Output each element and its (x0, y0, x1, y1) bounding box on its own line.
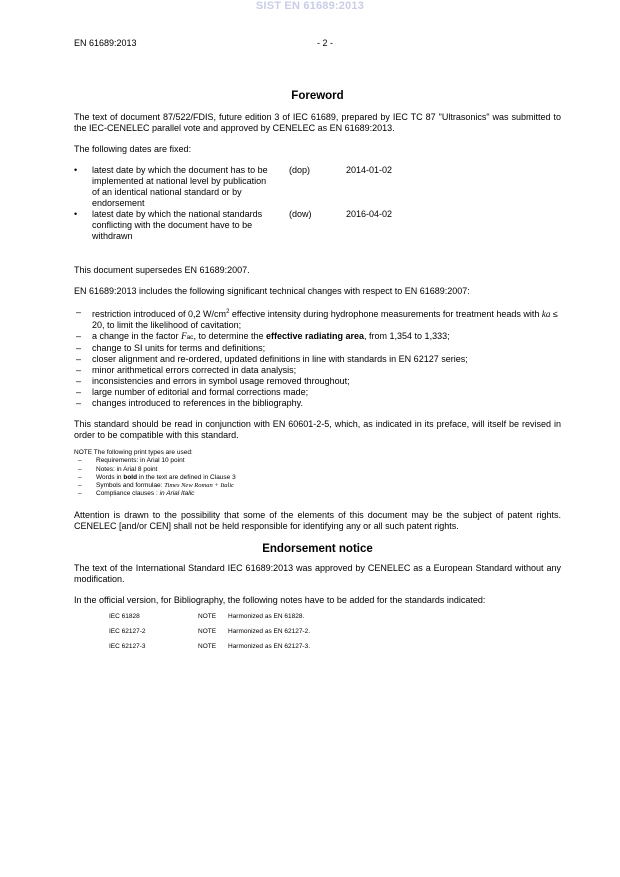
bullet-icon: • (74, 165, 78, 175)
note-intro: NOTE The following print types are used: (74, 449, 193, 456)
list-item: – closer alignment and re-ordered, updated definitions in line with standards in EN 62127 series; (76, 354, 468, 364)
date-value: 2016-04-02 (346, 209, 393, 219)
dash-icon: – (76, 365, 82, 375)
dash-icon: – (78, 473, 82, 481)
dash-icon: – (76, 398, 82, 408)
endorsement-text: The text of the International Standard IEC 61689:2013 was approved by CENELEC as a European Standard without any modification. (74, 562, 561, 584)
date-row-dow (74, 209, 561, 242)
header-doc-id: EN 61689:2013 (74, 38, 137, 48)
list-item: – change to SI units for terms and definitions; (76, 343, 266, 353)
table-row: IEC 62127-2 NOTE Harmonized as EN 62127-2. (109, 627, 311, 635)
dash-icon: – (76, 376, 82, 386)
patent-text: Attention is drawn to the possibility that some of the elements of this document may be the subject of patent rights. CENELEC [and/or CEN] shall not be held responsible for identifying any or all such patent rights. (74, 509, 561, 531)
date-code: (dop) (289, 165, 311, 175)
note-item: – Symbols and formulae: Times New Roman + Italic (78, 482, 235, 490)
dash-icon: – (78, 465, 82, 473)
dash-icon: – (76, 331, 82, 341)
bullet-icon: • (74, 209, 78, 219)
date-value: 2014-01-02 (346, 165, 393, 175)
list-item: – large number of editorial and formal corrections made; (76, 387, 309, 397)
dash-icon: – (76, 354, 82, 364)
list-item: – minor arithmetical errors corrected in data analysis; (76, 365, 297, 375)
dash-icon: – (78, 482, 82, 490)
changes-intro: EN 61689:2013 includes the following significant technical changes with respect to EN 61689:2007: (74, 286, 470, 296)
watermark: SIST EN 61689:2013 (255, 0, 365, 12)
dash-icon: – (76, 343, 82, 353)
dash-icon: – (76, 387, 82, 397)
header-page-number: - 2 - (316, 38, 333, 48)
dash-icon: – (76, 307, 82, 317)
changes-list (74, 307, 561, 409)
note-item: – Compliance clauses : in Arial Italic (78, 490, 195, 498)
date-code: (dow) (289, 209, 312, 219)
foreword-intro: The text of document 87/522/FDIS, future edition 3 of IEC 61689, prepared by IEC TC 87 "Ultrasonics" was submitted to the IEC-CENELEC parallel vote and approved by CENELEC as EN 61689:2013. (74, 112, 561, 133)
dates-intro: The following dates are fixed: (74, 144, 192, 154)
note-item: – Requirements: in Arial 10 point (78, 457, 185, 465)
table-row: IEC 61828 NOTE Harmonized as EN 61828. (109, 612, 305, 620)
list-item: – a change in the factor Fac, to determine the effective radiating area, from 1,354 to 1,333; (76, 331, 450, 341)
dash-icon: – (78, 490, 82, 498)
bibliography-refs (109, 613, 561, 658)
print-types-note (74, 449, 561, 499)
endorsement-title: Endorsement notice (262, 542, 373, 555)
table-row: IEC 62127-3 NOTE Harmonized as EN 62127-3. (109, 642, 311, 650)
list-item: – inconsistencies and errors in symbol usage removed throughout; (76, 376, 350, 386)
bibliography-intro: In the official version, for Bibliography, the following notes have to be added for the standards indicated: (74, 594, 486, 605)
date-text: latest date by which the national standards conflicting with the document have to be withdrawn (92, 209, 263, 241)
dash-icon: – (78, 457, 82, 465)
list-item: – restriction introduced of 0,2 $W/cm^2$ effective intensity during hydrophone measurements for treatment heads with ka ≤ 20, to limit the likelihood of cavitation; (76, 307, 558, 330)
note-item: – Notes: in Arial 8 point (78, 465, 158, 473)
supersedes-text: This document supersedes EN 61689:2007. (74, 265, 250, 275)
date-row-dop (74, 165, 561, 209)
date-text: latest date by which the document has to be implemented at national level by publication of an identical national standard or by endorsement (92, 165, 268, 208)
page-content (74, 89, 561, 658)
dates-list (74, 165, 561, 242)
list-item: – changes introduced to references in the bibliography. (76, 398, 303, 408)
note-item: – Words in bold in the text are defined in Clause 3 (78, 473, 236, 481)
foreword-title: Foreword (291, 90, 344, 102)
conjunction-text: This standard should be read in conjunction with EN 60601-2-5, which, as indicated in its preface, will itself be revised in order to be compatible with this standard. (74, 419, 561, 440)
